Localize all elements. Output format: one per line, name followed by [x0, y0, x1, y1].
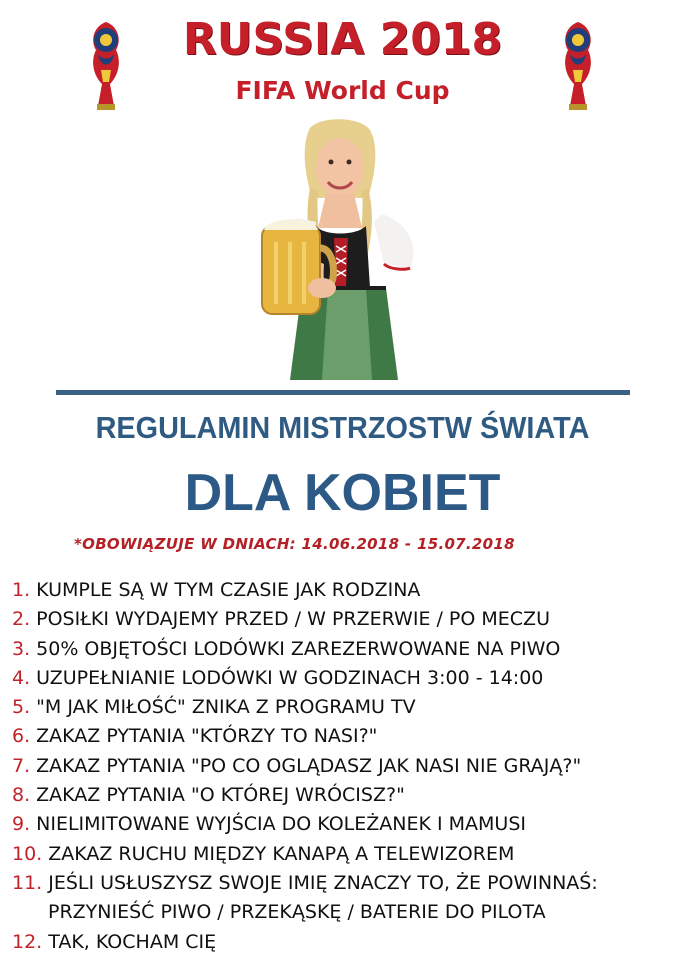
divider	[56, 390, 630, 395]
rule-number: 7.	[12, 754, 31, 777]
list-item	[12, 576, 680, 605]
rule-number: 10.	[12, 842, 43, 865]
rule-number: 6.	[12, 725, 31, 748]
rule-text: ZAKAZ PYTANIA "PO CO OGLĄDASZ JAK NASI NIE GRAJĄ?"	[36, 754, 582, 777]
list-item	[12, 928, 680, 957]
rule-text: ZAKAZ RUCHU MIĘDZY KANAPĄ A TELEWIZOREM	[48, 842, 515, 865]
world-cup-emblem-icon	[558, 20, 598, 112]
rule-text-continuation: PRZYNIEŚĆ PIWO / PRZEKĄSKĘ / BATERIE DO PILOTA	[48, 901, 546, 924]
woman-with-beer-figure	[250, 118, 440, 388]
rule-number: 11.	[12, 871, 43, 894]
rule-number: 4.	[12, 666, 31, 689]
list-item	[12, 752, 680, 781]
rule-text: POSIŁKI WYDAJEMY PRZED / W PRZERWIE / PO MECZU	[36, 608, 550, 631]
rules-list	[12, 576, 680, 957]
rule-number: 12.	[12, 930, 43, 953]
list-item	[12, 840, 680, 869]
rule-text: NIELIMITOWANE WYJŚCIA DO KOLEŻANEK I MAMUSI	[36, 813, 526, 836]
rule-number: 5.	[12, 696, 31, 719]
rule-text: 50% OBJĘTOŚCI LODÓWKI ZAREZERWOWANE NA PIWO	[36, 637, 561, 660]
rule-number: 9.	[12, 813, 31, 836]
rule-number: 1.	[12, 579, 31, 601]
rule-text: KUMPLE SĄ W TYM CZASIE JAK RODZINA	[36, 579, 421, 601]
rule-text: ZAKAZ PYTANIA "O KTÓREJ WRÓCISZ?"	[36, 784, 405, 807]
list-item	[12, 722, 680, 751]
rule-number: 3.	[12, 637, 31, 660]
poster-title: RUSSIA 2018	[182, 14, 503, 65]
list-item	[12, 693, 680, 722]
poster-header	[0, 0, 685, 120]
rule-text: UZUPEŁNIANIE LODÓWKI W GODZINACH 3:00 - 14:00	[36, 666, 544, 689]
list-item	[12, 810, 680, 839]
rule-text: "M JAK MIŁOŚĆ" ZNIKA Z PROGRAMU TV	[36, 696, 416, 719]
rule-text: TAK, KOCHAM CIĘ	[48, 930, 217, 953]
rule-number: 2.	[12, 608, 31, 631]
heading-regulations: REGULAMIN MISTRZOSTW ŚWIATA	[95, 410, 590, 445]
poster-subtitle: FIFA World Cup	[235, 76, 450, 105]
list-item	[12, 605, 680, 634]
validity-note: *OBOWIĄZUJE W DNIACH: 14.06.2018 - 15.07.2018	[74, 535, 515, 553]
list-item	[12, 781, 680, 810]
list-item	[12, 869, 680, 928]
list-item	[12, 635, 680, 664]
rule-text: JEŚLI USŁUSZYSZ SWOJE IMIĘ ZNACZY TO, ŻE POWINNAŚ:	[48, 871, 598, 894]
rule-text: ZAKAZ PYTANIA "KTÓRZY TO NASI?"	[36, 725, 378, 748]
rule-number: 8.	[12, 784, 31, 807]
list-item	[12, 664, 680, 693]
heading-for-women: DLA KOBIET	[184, 464, 501, 522]
